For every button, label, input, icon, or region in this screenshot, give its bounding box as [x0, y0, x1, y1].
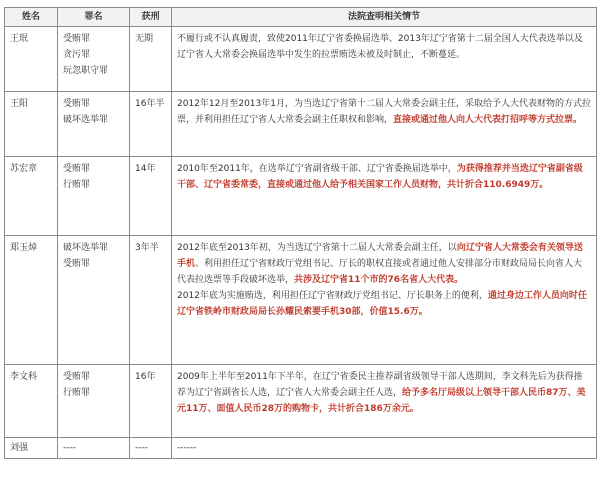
highlighted-fact: 向辽宁省人大常委会有关领导送手机: [177, 243, 583, 269]
fact-text: 2010年至2011年，在选举辽宁省副省级干部、辽宁省委换届选举中，: [177, 164, 457, 174]
court-facts-table: [4, 7, 597, 459]
fact-text: ------: [177, 443, 197, 453]
cell-facts: [172, 92, 597, 157]
header-row: [5, 8, 597, 27]
table-row: [5, 236, 597, 365]
highlighted-fact: 给予多名厅局级以上领导干部人民币87万、美元11万、面值人民币28万的购物卡，共计折合186万余元。: [177, 388, 586, 414]
highlighted-fact: 直接或通过他人向人大代表打招呼等方式拉票。: [393, 115, 583, 125]
cell-sentence: 无期: [130, 27, 172, 92]
cell-facts: [172, 365, 597, 438]
cell-name: 王珉: [5, 27, 58, 92]
table-row: [5, 365, 597, 438]
crime-item: ----: [63, 443, 76, 453]
crime-item: 受贿罪: [63, 259, 91, 269]
cell-crimes: [58, 157, 130, 236]
cell-facts: [172, 27, 597, 92]
header-sentence: 获刑: [130, 8, 172, 27]
header-facts: 法院查明相关情节: [172, 8, 597, 27]
crime-item: 玩忽职守罪: [63, 66, 109, 76]
cell-name: 李文科: [5, 365, 58, 438]
cell-facts: [172, 438, 597, 459]
header-crime: 罪名: [58, 8, 130, 27]
fact-text: 2009年上半年至2011年下半年，在辽宁省委民主推荐副省级领导干部人选期间，李文科先后为获得推荐为辽宁省副省长人选，辽宁省人大常委会副主任人选，: [177, 372, 583, 398]
cell-facts: [172, 236, 597, 365]
fact-text: 2012年底为实施贿选，利用担任辽宁省财政厅党组书记、厅长职务上的便利，: [177, 291, 488, 301]
table-row: [5, 27, 597, 92]
cell-crimes: [58, 236, 130, 365]
table-row: [5, 92, 597, 157]
fact-text: 、利用担任辽宁省财政厅党组书记、厅长的职权直接或者通过他人安排部分市财政局局长向省人大代表拉选票等手段破坏选举，: [177, 259, 583, 285]
table-row: [5, 157, 597, 236]
crime-item: 贪污罪: [63, 50, 91, 60]
table-row: [5, 438, 597, 459]
fact-text: 2012年12月至2013年1月，为当选辽宁省第十二届人大常委会副主任，采取给予人大代表财物的方式拉票，并利用担任辽宁省人大常委会副主任职权和影响，: [177, 99, 591, 125]
cell-facts: [172, 157, 597, 236]
cell-sentence: 16年半: [130, 92, 172, 157]
cell-name: 郑玉焯: [5, 236, 58, 365]
crime-item: 行贿罪: [63, 388, 91, 398]
crime-item: 受贿罪: [63, 372, 91, 382]
crime-item: 破坏选举罪: [63, 115, 109, 125]
highlighted-fact: 为获得推荐并当选辽宁省副省级干部、辽宁省委常委，直接或通过他人给予相关国家工作人员财物，共计折合110.6949万。: [177, 164, 583, 190]
fact-text: 不履行或不认真履责，致使2011年辽宁省委换届选举、2013年辽宁省第十二届全国人大代表选举以及辽宁省人大常委会换届选举中发生的拉票贿选未被及时制止，不断蔓延。: [177, 34, 583, 60]
cell-sentence: 3年半: [130, 236, 172, 365]
cell-name: 刘强: [5, 438, 58, 459]
cell-sentence: ----: [130, 438, 172, 459]
cell-crimes: [58, 92, 130, 157]
cell-name: 王阳: [5, 92, 58, 157]
cell-name: 苏宏章: [5, 157, 58, 236]
header-name: 姓名: [5, 8, 58, 27]
cell-sentence: 16年: [130, 365, 172, 438]
fact-text: 2012年底至2013年初，为当选辽宁省第十二届人大常委会副主任，以: [177, 243, 457, 253]
cell-crimes: [58, 438, 130, 459]
crime-item: 破坏选举罪: [63, 243, 109, 253]
cell-sentence: 14年: [130, 157, 172, 236]
crime-item: 受贿罪: [63, 99, 91, 109]
crime-item: 受贿罪: [63, 34, 91, 44]
cell-crimes: [58, 27, 130, 92]
cell-crimes: [58, 365, 130, 438]
highlighted-fact: 通过身边工作人员向时任辽宁省铁岭市财政局局长孙耀民索要手机30部，价值15.6万。: [177, 291, 587, 317]
crime-item: 受贿罪: [63, 164, 91, 174]
crime-item: 行贿罪: [63, 180, 91, 190]
highlighted-fact: 共涉及辽宁省11个市的76名省人大代表。: [294, 275, 464, 285]
